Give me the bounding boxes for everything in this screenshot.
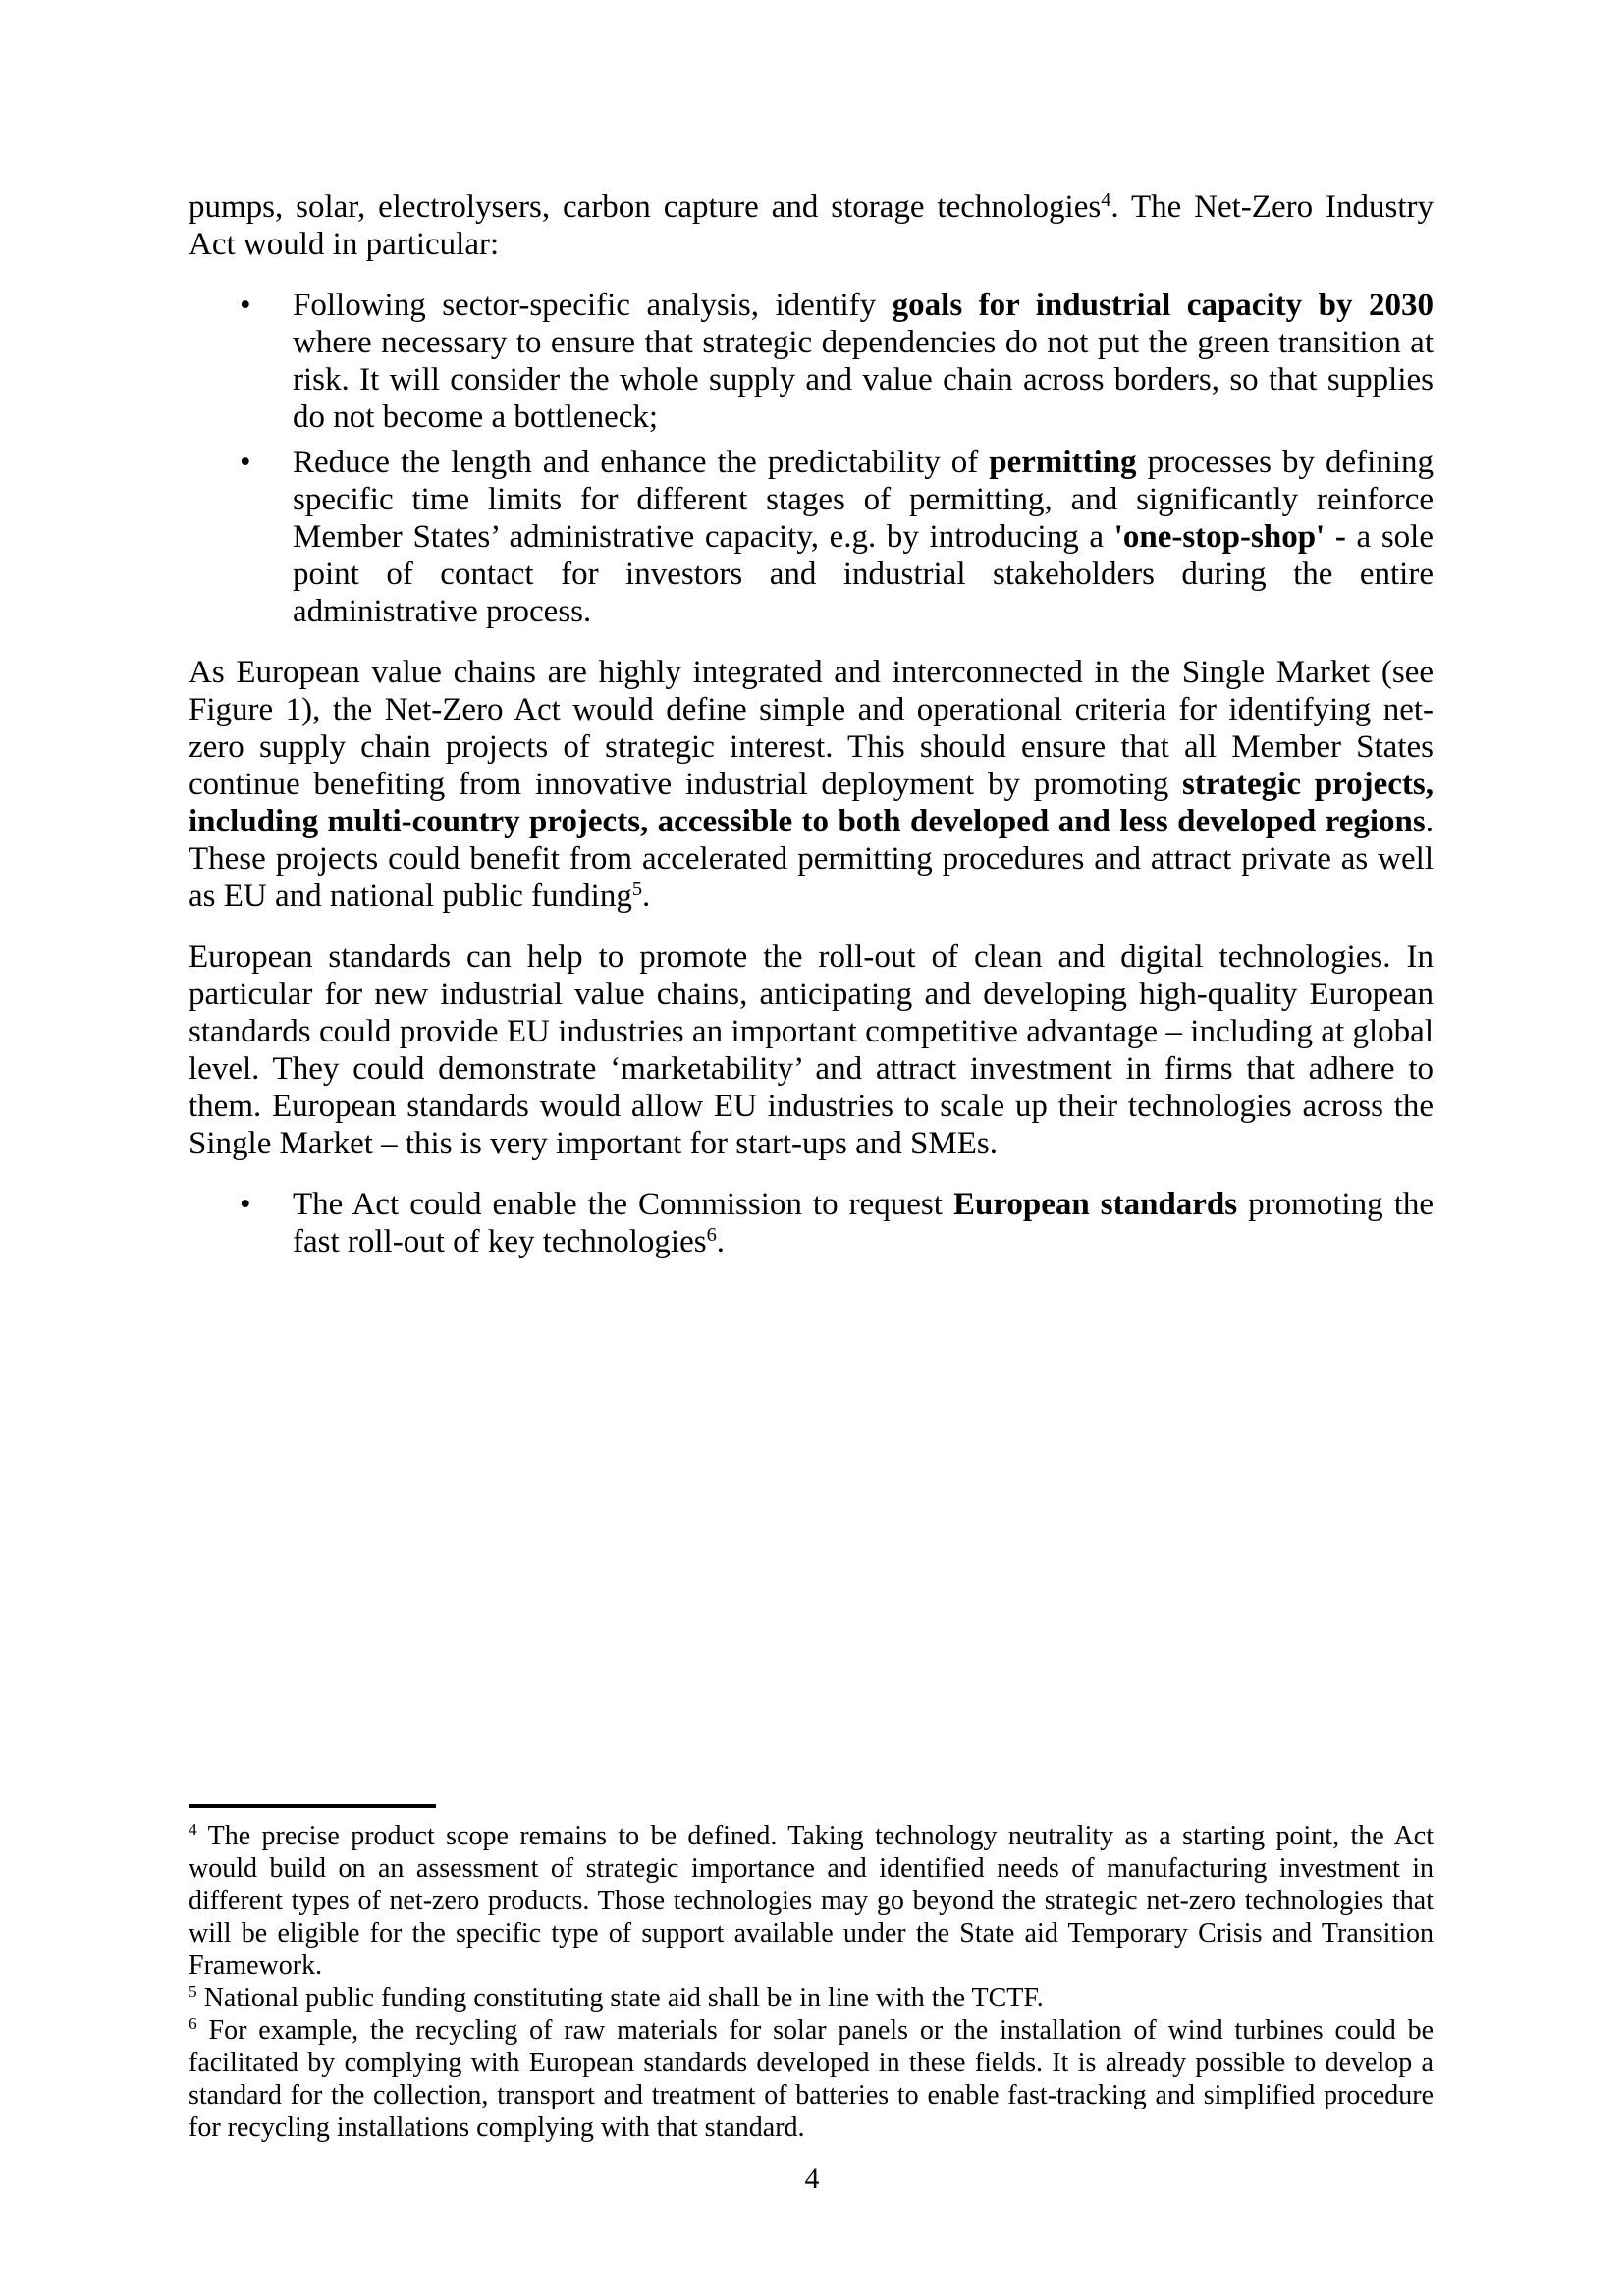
page-body — [189, 188, 1434, 1284]
footnote-reference: 6 — [706, 1223, 717, 1246]
footnote-text: National public funding constituting state aid shall be in line with the TCTF. — [196, 1983, 1044, 2013]
footnote-text: For example, the recycling of raw materials for solar panels or the installation of wind turbines could be facilitated by complying with European standards developed in these fields. It is already possible to develop a standard for the collection, transport and treatment of batteries to enable fast-tracking and simplified procedure for recycling installations complying with that standard. — [189, 2015, 1434, 2143]
text-segment: . — [716, 1224, 726, 1259]
text-segment: The Act could enable the Commission to request — [293, 1187, 953, 1222]
footnotes-list — [189, 1820, 1434, 2144]
emphasized-text: European standards — [952, 1187, 1238, 1222]
footnote-area — [189, 1804, 1434, 2144]
footnote-reference: 4 — [1101, 188, 1111, 211]
text-segment: processes by defining specific time limits for different stages of permitting, and significantly reinforce Member States’ administrative capacity, e.g. by introducing a — [293, 445, 1434, 555]
footnote-reference: 5 — [631, 878, 643, 900]
paragraph-net-zero-act-intro — [189, 188, 1434, 263]
paragraph-european-standards — [189, 938, 1434, 1162]
footnote-separator — [189, 1804, 436, 1808]
text-segment: a sole point of contact for investors and industrial stakeholders during the entire administrative process. — [293, 519, 1434, 629]
text-segment: Reduce the length and enhance the predictability of — [293, 445, 990, 480]
text-segment: European standards can help to promote the roll-out of clean and digital technologies. In particular for new industrial value chains, anticipating and developing high-quality European standards could provide EU industries an important competitive advantage – including at global level. They could demonstrate ‘marketability’ and attract investment in firms that adhere to them. European standards would allow EU industries to scale up their technologies across the Single Market – this is very important for start-ups and SMEs. — [189, 939, 1434, 1161]
bullet-item — [293, 444, 1434, 630]
bullet-list-net-zero-act — [189, 287, 1434, 630]
text-segment: Following sector-specific analysis, identify — [293, 288, 893, 323]
footnote-marker: 6 — [189, 2014, 197, 2034]
footnote-5 — [189, 1982, 1434, 2014]
footnote-text: The precise product scope remains to be defined. Taking technology neutrality as a starting point, the Act would build on an assessment of strategic importance and identified needs of manufacturing investment in different types of net-zero products. Those technologies may go beyond the strategic net-zero technologies that will be eligible for the specific type of support available under the State aid Temporary Crisis and Transition Framework. — [189, 1821, 1434, 1981]
text-segment: . The Net-Zero Industry Act would in particular: — [189, 189, 1434, 262]
footnote-4 — [189, 1820, 1434, 1982]
text-segment: promoting the fast roll-out of key technologies — [293, 1187, 1435, 1259]
text-segment: pumps, solar, electrolysers, carbon capture and storage technologies — [189, 189, 1102, 225]
text-segment: . These projects could benefit from accelerated permitting procedures and attract private as well as EU and national public funding — [189, 804, 1434, 914]
emphasized-text: permitting — [989, 445, 1137, 480]
footnote-marker: 5 — [189, 1982, 197, 2002]
emphasized-text: strategic projects, including multi-country projects, accessible to both developed and less developed regions — [189, 767, 1435, 839]
emphasized-text: 'one-stop-shop' - — [1113, 519, 1346, 555]
page-number: 4 — [804, 2163, 820, 2195]
bullet-item — [293, 1186, 1434, 1260]
bullet-item — [293, 287, 1434, 436]
paragraph-value-chains — [189, 654, 1434, 915]
emphasized-text: goals for industrial capacity by 2030 — [892, 288, 1434, 323]
text-segment: . — [642, 879, 651, 914]
text-segment: where necessary to ensure that strategic dependencies do not put the green transition at risk. It will consider the whole supply and value chain across borders, so that supplies do not become a bottleneck; — [293, 325, 1434, 435]
footnote-6 — [189, 2014, 1434, 2144]
footnote-marker: 4 — [189, 1820, 197, 1840]
text-segment: As European value chains are highly integrated and interconnected in the Single Market (see Figure 1), the Net-Zero Act would define simple and operational criteria for identifying net-zero supply chain projects of strategic interest. This should ensure that all Member States continue benefiting from innovative industrial deployment by promoting — [189, 655, 1434, 802]
bullet-list-standards — [189, 1186, 1434, 1260]
